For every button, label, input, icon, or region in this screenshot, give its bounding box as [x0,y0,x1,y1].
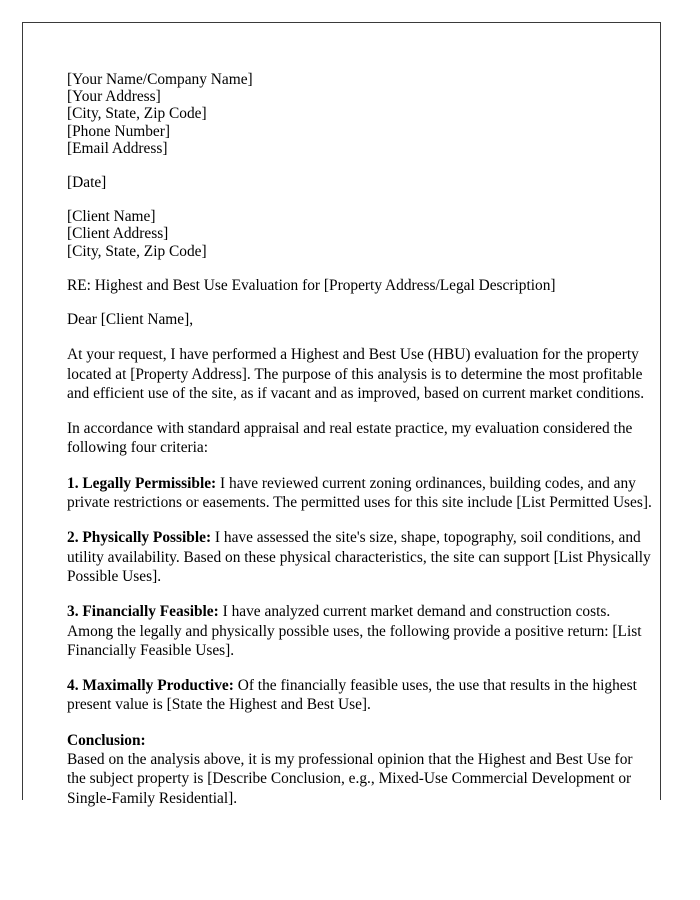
criterion-3-text: I have analyzed current market demand and construction costs. Among the legally and physically possible uses, the following provide a positive return: [List Financially Feasible Uses]. [67,603,642,659]
document-page [22,22,661,807]
recipient-name-line: [Client Name] [67,208,156,226]
criterion-2-lead: 2. Physically Possible: [67,529,212,547]
recipient-address-block [67,208,653,260]
sender-email-line: [Email Address] [67,139,168,157]
criterion-4-lead: 4. Maximally Productive: [67,677,234,695]
recipient-city-line: [City, State, Zip Code] [67,242,207,260]
salutation-line: Dear [Client Name], [67,311,194,329]
criterion-legally-permissible [67,474,653,513]
letter-content [67,71,653,808]
recipient-street-line: [Client Address] [67,225,169,243]
sender-name-line: [Your Name/Company Name] [67,71,253,88]
criterion-financially-feasible [67,602,653,660]
criteria-intro-paragraph: In accordance with standard appraisal and real estate practice, my evaluation considered the following four criteria: [67,420,633,457]
criterion-4-text: Of the financially feasible uses, the use that results in the highest present value is [State the Highest and Best Use]. [67,677,637,714]
sender-address-block [67,71,653,157]
conclusion-heading: Conclusion: [67,731,146,749]
date-line: [Date] [67,174,107,192]
criterion-2-text: I have assessed the site's size, shape, topography, soil conditions, and utility availability. Based on these physical characteristics, the site can support [List Physically Possible Uses]. [67,529,651,585]
conclusion-paragraph: Based on the analysis above, it is my professional opinion that the Highest and Best Use for the subject property is [Describe Conclusion, e.g., Mixed-Use Commercial Development or Single-Family Residential]. [67,750,633,807]
criterion-maximally-productive [67,676,653,715]
subject-line: RE: Highest and Best Use Evaluation for [Property Address/Legal Description] [67,276,556,294]
criterion-1-lead: 1. Legally Permissible: [67,474,217,492]
sender-street-line: [Your Address] [67,88,161,106]
sender-phone-line: [Phone Number] [67,122,171,140]
criterion-physically-possible [67,528,653,586]
criterion-1-text: I have reviewed current zoning ordinances, building codes, and any private restrictions or easements. The permitted uses for this site include [List Permitted Uses]. [67,474,652,512]
intro-paragraph: At your request, I have performed a Highest and Best Use (HBU) evaluation for the property located at [Property Address]. The purpose of this analysis is to determine the most profitable and efficient use of the site, as if vacant and as improved, based on current market conditions. [67,346,645,402]
criterion-3-lead: 3. Financially Feasible: [67,603,219,621]
sender-city-line: [City, State, Zip Code] [67,105,207,123]
